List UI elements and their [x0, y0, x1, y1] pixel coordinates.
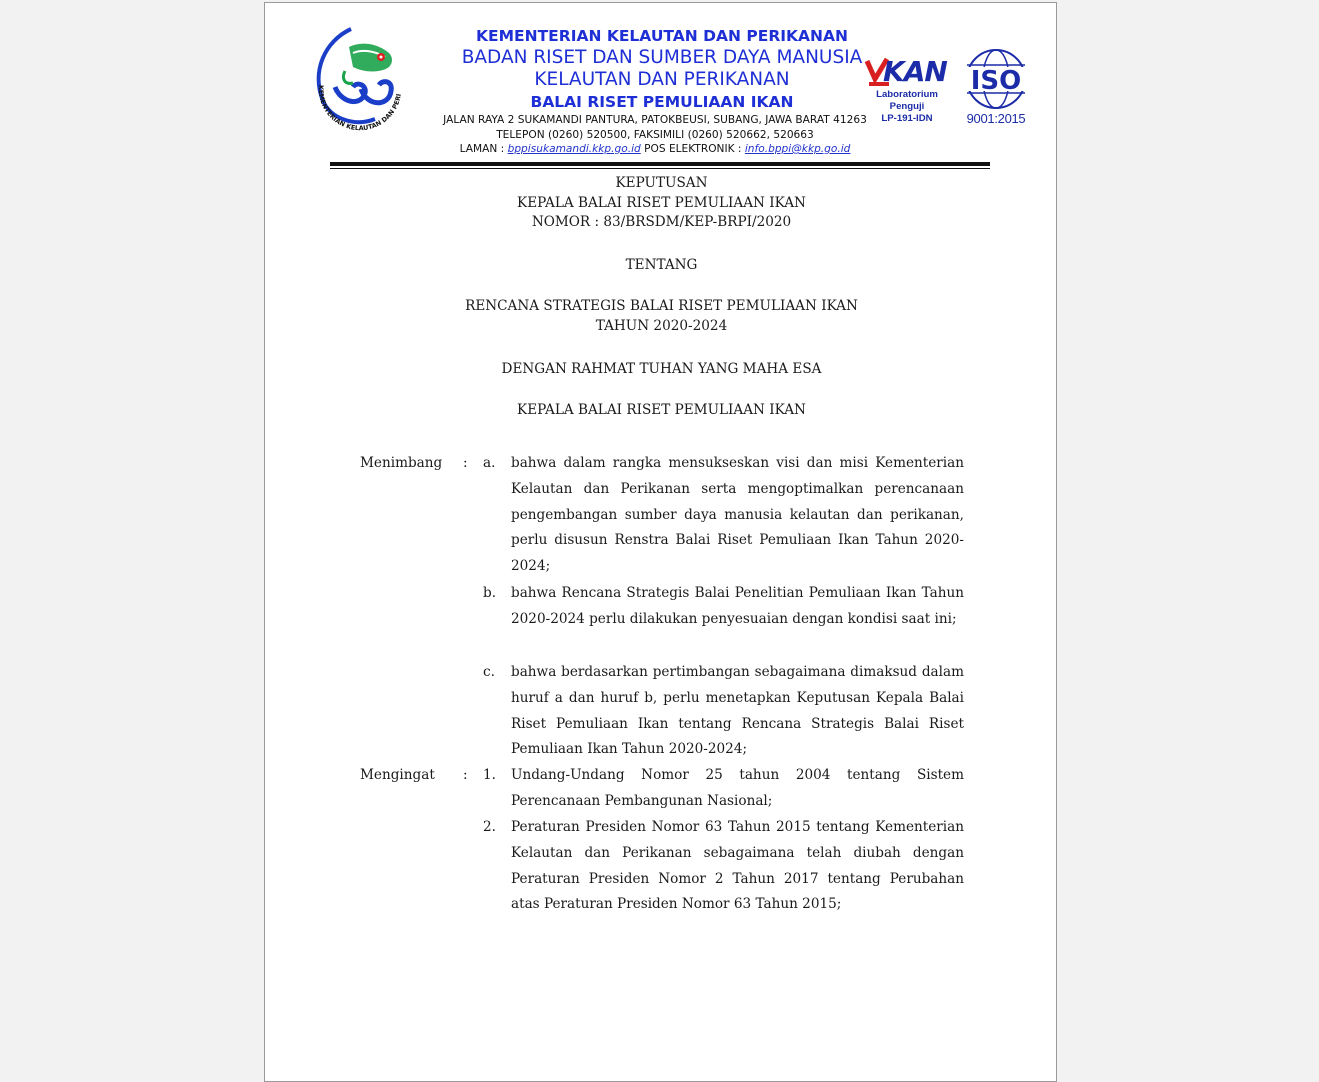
svg-text:KEMENTERIAN KELAUTAN DAN PERIK: KEMENTERIAN KELAUTAN DAN PERI	[316, 84, 403, 133]
menimbang-item-b: bahwa Rencana Strategis Balai Penelitian Pemuliaan Ikan Tahun 2020-2024 perlu dilakukan penyesuaian dengan kondisi saat ini;	[511, 585, 964, 627]
menimbang-colon: :	[463, 455, 468, 471]
iso-globe-icon	[963, 47, 1029, 111]
kan-subtitle: Laboratorium Penguji	[876, 89, 938, 112]
iso-certification-logo	[963, 47, 1029, 129]
mengingat-colon: :	[463, 767, 468, 783]
mengingat-marker-2: 2.	[483, 819, 496, 835]
ministry-name: KEMENTERIAN KELAUTAN DAN PERIKANAN	[476, 27, 848, 45]
agency-name-line2: KELAUTAN DAN PERIKANAN	[534, 69, 790, 90]
email-link[interactable]: info.bppi@kkp.go.id	[744, 143, 851, 155]
kan-text: KAN	[883, 55, 947, 88]
phone-line: TELEPON (0260) 520500, FAKSIMILI (0260) 520662, 520663	[496, 128, 814, 141]
subject-line2: TAHUN 2020-2024	[595, 317, 728, 334]
website-link[interactable]: bppisukamandi.kkp.go.id	[507, 143, 641, 155]
subject-line1: RENCANA STRATEGIS BALAI RISET PEMULIAAN IKAN	[465, 298, 858, 314]
document-page	[264, 2, 1057, 1082]
kan-lab-code: LP-191-IDN	[881, 113, 933, 124]
menimbang-item-a: bahwa dalam rangka mensukseskan visi dan misi Kementerian Kelautan dan Perikanan serta mengoptimalkan perencanaan pengembangan sumber daya manusia kelautan dan perikanan, perlu disusun Renstra Balai Riset Pemuliaan Ikan Tahun 2020-2024;	[511, 455, 964, 575]
decree-subject	[265, 297, 1058, 336]
address-line: JALAN RAYA 2 SUKAMANDI PANTURA, PATOKBEUSI, SUBANG, JAWA BARAT 41263	[443, 114, 867, 126]
mengingat-item-2: Peraturan Presiden Nomor 63 Tahun 2015 tentang Kementerian Kelautan dan Perikanan sebagaimana telah diubah dengan Peraturan Presiden Nomor 2 Tahun 2017 tentang Perubahan atas Peraturan Presiden Nomor 63 Tahun 2015;	[511, 819, 964, 913]
menimbang-label: Menimbang	[360, 455, 443, 471]
letterhead-contact	[395, 113, 915, 157]
menimbang-marker-b: b.	[483, 585, 497, 601]
decree-heading	[265, 174, 1058, 233]
mengingat-marker-1: 1.	[483, 767, 496, 783]
decree-type: KEPUTUSAN	[615, 175, 708, 191]
letterhead-rule-thick	[330, 162, 990, 166]
rahmat-line: DENGAN RAHMAT TUHAN YANG MAHA ESA	[501, 361, 822, 377]
menimbang-item-c: bahwa berdasarkan pertimbangan sebagaimana dimaksud dalam huruf a dan huruf b, perlu menetapkan Keputusan Kepala Balai Riset Pemuliaan Ikan tentang Rencana Strategis Balai Riset Pemuliaan Ikan Tahun 2020-2024;	[511, 664, 964, 758]
agency-name-line1: BADAN RISET DAN SUMBER DAYA MANUSIA	[461, 47, 863, 68]
kkp-logo	[305, 23, 409, 141]
decree-issuer: KEPALA BALAI RISET PEMULIAAN IKAN	[517, 194, 806, 211]
web-email-line	[395, 142, 915, 157]
official-title: KEPALA BALAI RISET PEMULIAAN IKAN	[517, 402, 806, 418]
letterhead-rule-thin	[330, 168, 990, 169]
tentang-heading: TENTANG	[625, 257, 698, 273]
menimbang-marker-a: a.	[483, 455, 496, 471]
mengingat-label: Mengingat	[360, 767, 435, 783]
iso-code: 9001:2015	[966, 111, 1026, 126]
kan-accreditation-logo	[859, 55, 955, 125]
kan-mark	[859, 55, 955, 89]
email-label: POS ELEKTRONIK :	[644, 143, 742, 155]
iso-text: ISO	[970, 66, 1022, 96]
mengingat-item-1: Undang-Undang Nomor 25 tahun 2004 tentang Sistem Perencanaan Pembangunan Nasional;	[511, 767, 964, 809]
office-name: BALAI RISET PEMULIAAN IKAN	[530, 93, 794, 111]
web-label: LAMAN :	[459, 143, 505, 155]
decree-number: NOMOR : 83/BRSDM/KEP-BRPI/2020	[531, 214, 792, 231]
menimbang-marker-c: c.	[483, 664, 495, 680]
letterhead-title	[415, 25, 909, 113]
